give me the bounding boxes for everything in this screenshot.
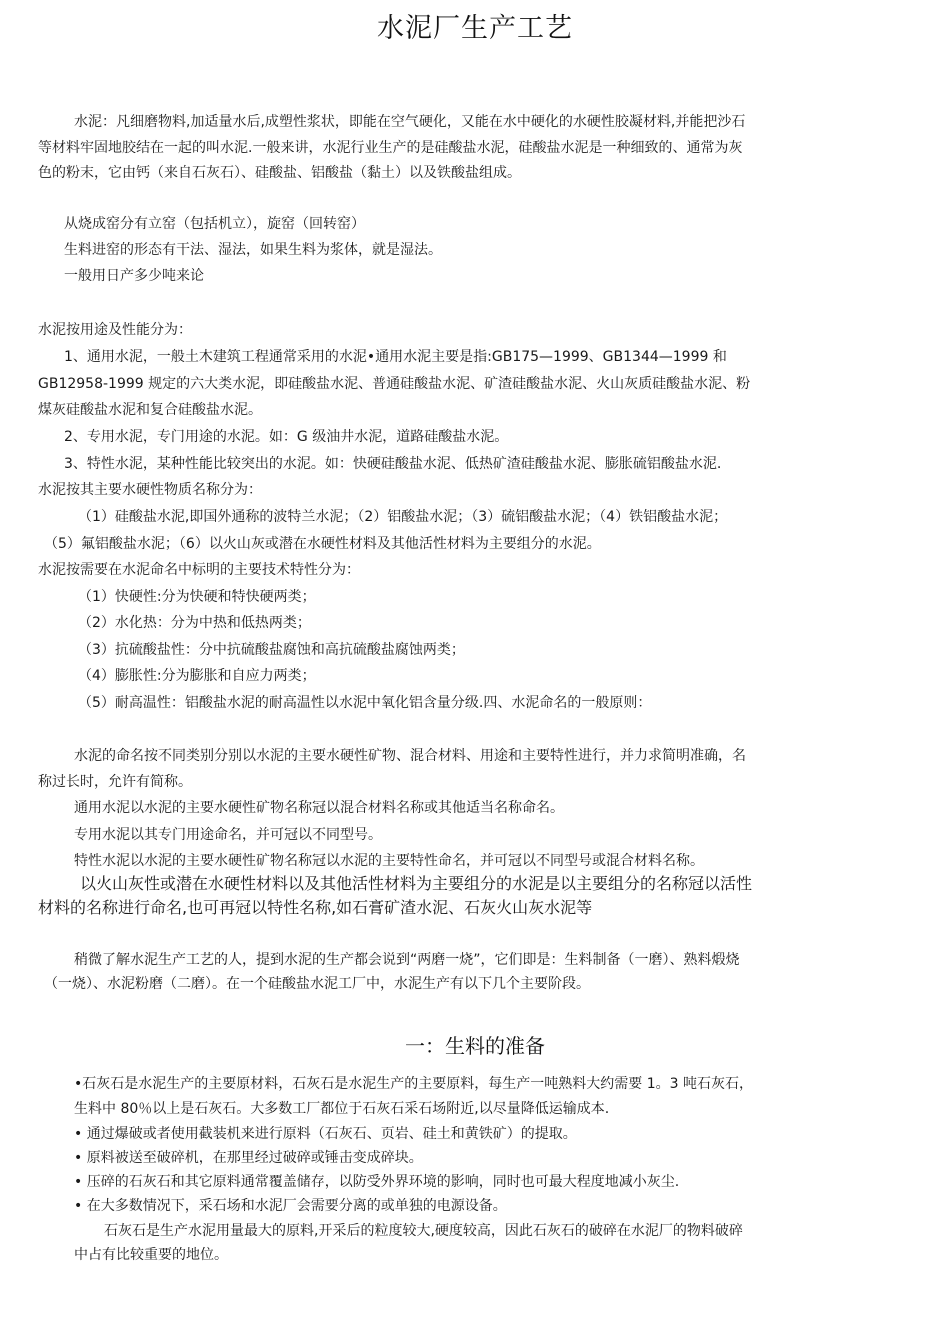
classification-line: 水泥按用途及性能分为：	[38, 322, 192, 338]
naming-line: 水泥的命名按不同类别分别以水泥的主要水硬性矿物、混合材料、用途和主要特性进行，并力求简明准确，名	[74, 748, 746, 764]
classification-line: （1）硅酸盐水泥,即国外通称的波特兰水泥；（2）铝酸盐水泥；（3）硫铝酸盐水泥；（4）铁铝酸盐水泥；	[78, 509, 728, 525]
naming-line: 材料的名称进行命名,也可再冠以特性名称,如石膏矿渣水泥、石灰火山灰水泥等	[38, 898, 593, 917]
naming-line: 通用水泥以水泥的主要水硬性矿物名称冠以混合材料名称或其他适当名称命名。	[74, 800, 564, 816]
kiln-line: 从烧成窑分有立窑（包括机立），旋窑（回转窑）	[64, 216, 365, 232]
section-line: • 在大多数情况下，采石场和水泥厂会需要分离的或单独的电源设备。	[74, 1198, 507, 1214]
classification-line: 水泥按其主要水硬性物质名称分为：	[38, 482, 262, 498]
classification-line: 煤灰硅酸盐水泥和复合硅酸盐水泥。	[38, 402, 262, 418]
page-title: 水泥厂生产工艺	[377, 13, 573, 44]
naming-line: 特性水泥以水泥的主要水硬性矿物名称冠以水泥的主要特性命名，并可冠以不同型号或混合材料名称。	[74, 853, 704, 869]
section-heading: 一：生料的准备	[405, 1034, 545, 1058]
section-line: • 通过爆破或者使用截装机来进行原料（石灰石、页岩、硅土和黄铁矿）的提取。	[74, 1126, 577, 1142]
naming-line: 专用水泥以其专门用途命名，并可冠以不同型号。	[74, 827, 382, 843]
classification-line: （4）膨胀性:分为膨胀和自应力两类；	[78, 668, 316, 684]
intro-line: 色的粉末，它由钙（来自石灰石）、硅酸盐、铝酸盐（黏土）以及铁酸盐组成。	[38, 165, 521, 181]
kiln-line: 一般用日产多少吨来论	[64, 268, 204, 284]
classification-line: 3、特性水泥，某种性能比较突出的水泥。如：快硬硅酸盐水泥、低热矿渣硅酸盐水泥、膨胀硫铝酸盐水泥.	[64, 456, 722, 472]
section-line: 生料中 80％以上是石灰石。大多数工厂都位于石灰石采石场附近,以尽量降低运输成本.	[74, 1101, 610, 1117]
section-line: 石灰石是生产水泥用量最大的原料,开采后的粒度较大,硬度较高，因此石灰石的破碎在水泥厂的物料破碎	[104, 1223, 743, 1239]
intro-line: 等材料牢固地胶结在一起的叫水泥.一般来讲，水泥行业生产的是硅酸盐水泥，硅酸盐水泥是一种细致的、通常为灰	[38, 140, 743, 156]
classification-line: （5）氟铝酸盐水泥；（6）以火山灰或潜在水硬性材料及其他活性材料为主要组分的水泥。	[44, 536, 601, 552]
process-line: 稍微了解水泥生产工艺的人，提到水泥的生产都会说到“两磨一烧”，它们即是：生料制备（一磨）、熟料煅烧	[74, 952, 740, 968]
section-line: • 压碎的石灰石和其它原料通常覆盖储存，以防受外界环境的影响，同时也可最大程度地减小灰尘.	[74, 1174, 680, 1190]
kiln-line: 生料进窑的形态有干法、湿法，如果生料为浆体，就是湿法。	[64, 242, 442, 258]
section-line: •石灰石是水泥生产的主要原材料，石灰石是水泥生产的主要原料，每生产一吨熟料大约需要 1。3 吨石灰石，	[74, 1076, 753, 1092]
process-line: （一烧）、水泥粉磨（二磨）。在一个硅酸盐水泥工厂中，水泥生产有以下几个主要阶段。	[44, 976, 590, 992]
classification-line: （2）水化热：分为中热和低热两类；	[78, 615, 311, 631]
classification-line: 1、通用水泥，一般土木建筑工程通常采用的水泥•通用水泥主要是指:GB175—1999、GB1344—1999 和	[64, 349, 727, 365]
classification-line: （3）抗硫酸盐性：分中抗硫酸盐腐蚀和高抗硫酸盐腐蚀两类；	[78, 642, 465, 658]
naming-line: 称过长时，允许有简称。	[38, 774, 192, 790]
classification-line: 水泥按需要在水泥命名中标明的主要技术特性分为：	[38, 562, 360, 578]
section-line: • 原料被送至破碎机，在那里经过破碎或锤击变成碎块。	[74, 1150, 423, 1166]
classification-line: GB12958-1999 规定的六大类水泥，即硅酸盐水泥、普通硅酸盐水泥、矿渣硅酸盐水泥、火山灰质硅酸盐水泥、粉	[38, 376, 751, 392]
classification-line: 2、专用水泥，专门用途的水泥。如：G 级油井水泥，道路硅酸盐水泥。	[64, 429, 509, 445]
naming-line: 以火山灰性或潜在水硬性材料以及其他活性材料为主要组分的水泥是以主要组分的名称冠以活性	[80, 874, 753, 893]
classification-line: （5）耐高温性：铝酸盐水泥的耐高温性以水泥中氧化铝含量分级.四、水泥命名的一般原则：	[78, 695, 652, 711]
classification-line: （1）快硬性:分为快硬和特快硬两类；	[78, 589, 316, 605]
intro-line: 水泥：凡细磨物料,加适量水后,成塑性浆状，即能在空气硬化，又能在水中硬化的水硬性胶凝材料,并能把沙石	[74, 114, 746, 130]
section-line: 中占有比较重要的地位。	[74, 1247, 228, 1263]
